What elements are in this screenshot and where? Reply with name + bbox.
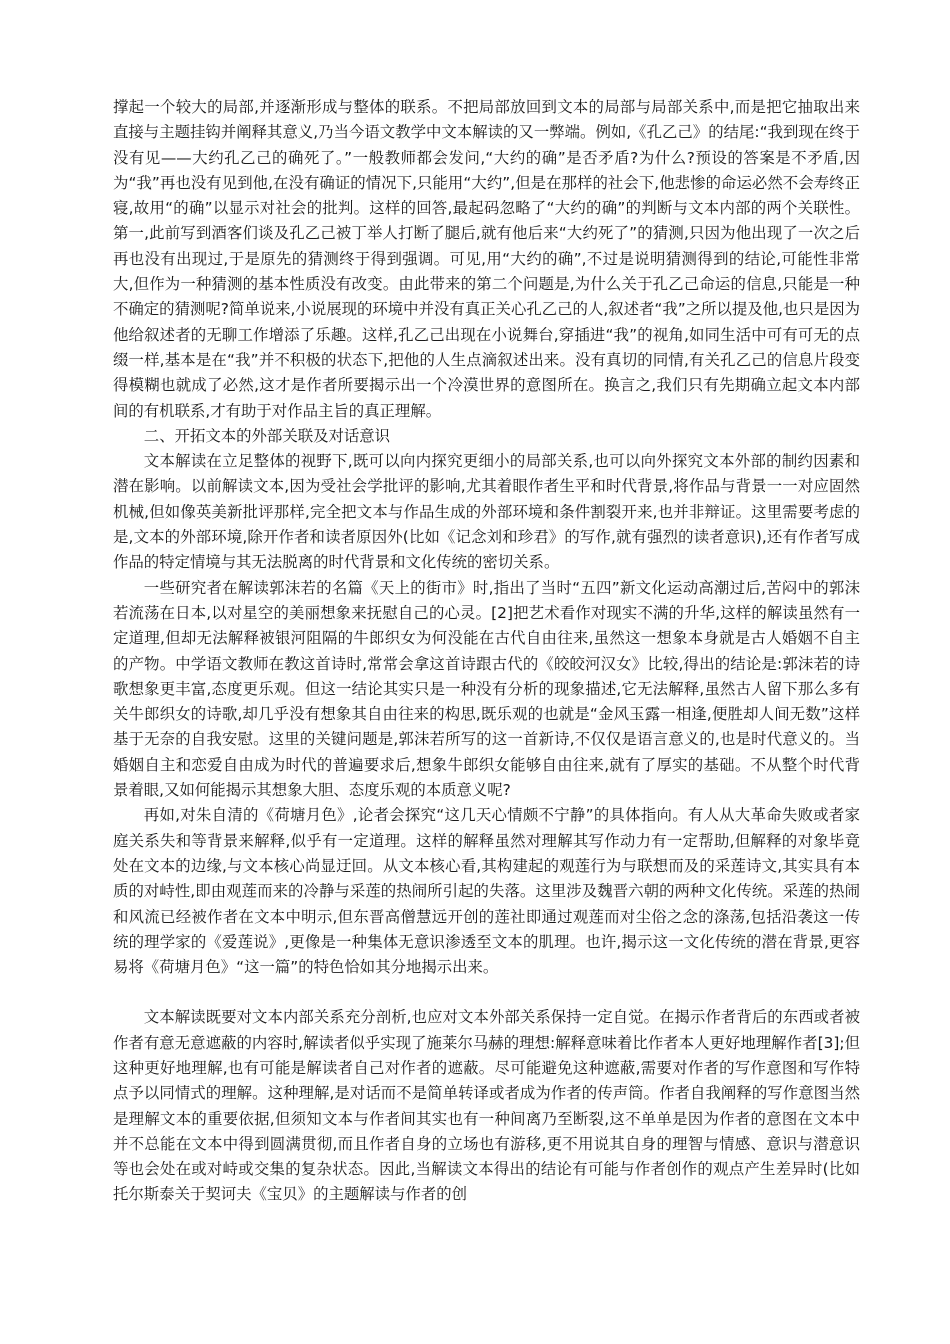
paragraph-body: 一些研究者在解读郭沫若的名篇《天上的街市》时,指出了当时“五四”新文化运动高潮过后,苦闷中的郭沫若流荡在日本,以对星空的美丽想象来抚慰自己的心灵。[2]把艺术看作对现实不满的升华,这样的解读虽然有一定道理,但却无法解释被银河阻隔的牛郎织女为何没能在古代自由往来,虽然这一想象本身就是古人婚姻不自主的产物。中学语文教师在教这首诗时,常常会拿这首诗跟古代的《皎皎河汉女》比较,得出的结论是:郭沫若的诗歌想象更丰富,态度更乐观。但这一结论其实只是一种没有分析的现象描述,它无法解释,虽然古人留下那么多有关牛郎织女的诗歌,却几乎没有想象其自由往来的构思,既乐观的也就是“金风玉露一相逢,便胜却人间无数”这样基于无奈的自我安慰。这里的关键问题是,郭沫若所写的这一首新诗,不仅仅是语言意义的,也是时代意义的。当婚姻自主和恋爱自由成为时代的普遍要求后,想象牛郎织女能够自由往来,就有了厚实的基础。不从整个时代背景着眼,又如何能揭示其想象大胆、态度乐观的本质意义呢? — [113, 578, 860, 800]
paragraph-body: 再如,对朱自清的《荷塘月色》,论者会探究“这几天心情颇不宁静”的具体指向。有人从大革命失败或者家庭关系失和等背景来解释,似乎有一定道理。这样的解释虽然对理解其写作动力有一定帮助,但解释的对象毕竟处在文本的边缘,与文本核心尚显迂回。从文本核心看,其构建起的观莲行为与联想而及的采莲诗文,其实具有本质的对峙性,即由观莲而来的冷静与采莲的热闹所引起的失落。这里涉及魏晋六朝的两种文化传统。采莲的热闹和风流已经被作者在文本中明示,但东晋高僧慧远开创的莲社即通过观莲而对尘俗之念的涤荡,包括沿袭这一传统的理学家的《爱莲说》,更像是一种集体无意识渗透至文本的肌理。也许,揭示这一文化传统的潜在背景,更容易将《荷塘月色》“这一篇”的特色恰如其分地揭示出来。 — [113, 806, 860, 977]
section-heading: 二、开拓文本的外部关联及对话意识 — [143, 426, 391, 445]
paragraph-gap — [113, 980, 860, 1005]
document-page — [113, 95, 860, 1208]
paragraph-continuation: 撑起一个较大的局部,并逐渐形成与整体的联系。不把局部放回到文本的局部与局部关系中,而是把它抽取出来直接与主题挂钩并阐释其意义,乃当今语文教学中文本解读的又一弊端。例如,《孔乙己》的结尾:“我到现在终于没有见——大约孔乙己的确死了。”一般教师都会发问,“大约的确”是否矛盾?为什么?预设的答案是不矛盾,因为“我”再也没有见到他,在没有确证的情况下,只能用“大约”,但是在那样的社会下,他悲惨的命运必然不会寿终正寝,故用“的确”以显示对社会的批判。这样的回答,最起码忽略了“大约的确”的判断与文本内部的两个关联性。第一,此前写到酒客们谈及孔乙己被丁举人打断了腿后,就有他后来“大约死了”的猜测,只因为他出现了一次之后再也没有出现过,于是原先的猜测终于得到强调。可见,用“大约的确”,不过是说明猜测得到的结论,可能性非常大,但作为一种猜测的基本性质没有改变。由此带来的第二个问题是,为什么关于孔乙己命运的信息,只能是一种不确定的猜测呢?简单说来,小说展现的环境中并没有真正关心孔乙己的人,叙述者“我”之所以提及他,也只是因为他给叙述者的无聊工作增添了乐趣。这样,孔乙己出现在小说舞台,穿插进“我”的视角,如同生活中可有可无的点缀一样,基本是在“我”并不积极的状态下,把他的人生点滴叙述出来。没有真切的同情,有关孔乙己的信息片段变得模糊也就成了必然,这才是作者所要揭示出一个冷漠世界的意图所在。换言之,我们只有先期确立起文本内部间的有机联系,才有助于对作品主旨的真正理解。 — [113, 98, 860, 420]
paragraph-body: 文本解读在立足整体的视野下,既可以向内探究更细小的局部关系,也可以向外探究文本外部的制约因素和潜在影响。以前解读文本,因为受社会学批评的影响,尤其着眼作者生平和时代背景,将作品与背景一一对应固然机械,但如像英美新批评那样,完全把文本与作品生成的外部环境和条件割裂开来,也并非辩证。这里需要考虑的是,文本的外部环境,除开作者和读者原因外(比如《记念刘和珍君》的写作,就有强烈的读者意识),还有作者写成作品的特定情境与其无法脱离的时代背景和文化传统的密切关系。 — [113, 452, 860, 572]
paragraph-body: 文本解读既要对文本内部关系充分剖析,也应对文本外部关系保持一定自觉。在揭示作者背后的东西或者被作者有意无意遮蔽的内容时,解读者似乎实现了施莱尔马赫的理想:解释意味着比作者本人更好地理解作者[3];但这种更好地理解,也有可能是解读者自己对作者的遮蔽。尽可能避免这种遮蔽,需要对作者的写作意图和写作特点予以同情式的理解。这种理解,是对话而不是简单转译或者成为作者的传声筒。作者自我阐释的写作意图当然是理解文本的重要依据,但须知文本与作者间其实也有一种间离乃至断裂,这不单单是因为作者的意图在文本中并不总能在文本中得到圆满贯彻,而且作者自身的立场也有游移,更不用说其自身的理智与情感、意识与潜意识等也会处在或对峙或交集的复杂状态。因此,当解读文本得出的结论有可能与作者创作的观点产生差异时(比如托尔斯泰关于契诃夫《宝贝》的主题解读与作者的创 — [113, 1008, 860, 1204]
